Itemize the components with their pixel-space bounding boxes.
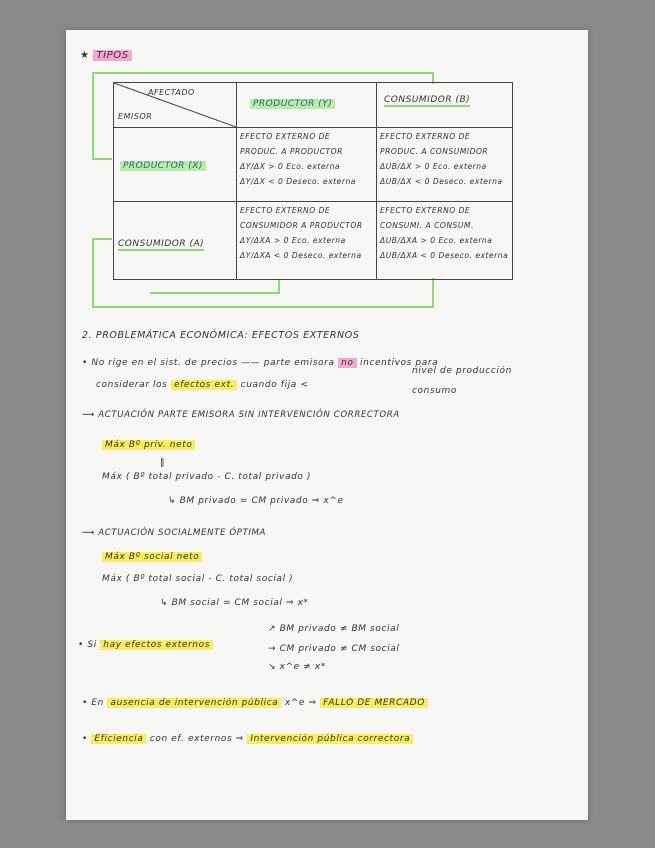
bm-private-line: ↳ BM privado = CM privado ⇒ x^e [168,496,344,506]
bullet-dot-icon: • [78,640,84,650]
arrow-heading-1: ⟿ ACTUACIÓN PARTE EMISORA SIN INTERVENCIÓN CORRECTORA [82,410,400,420]
row-header-producer: PRODUCTOR (X) [120,161,206,171]
bullet-1-line-2: considerar los efectos ext. cuando fija < [96,380,309,390]
squiggle-arrow-icon: ⟿ [82,410,95,420]
result-x: ↘ x^e ≠ x* [268,662,326,672]
down-right-arrow-icon: ↳ [160,598,169,608]
option-consumption: consumo [412,386,458,396]
option-production: nivel de producción [412,366,512,376]
star-icon: ★ [80,50,90,61]
max-private-net: Máx Bº priv. neto [102,440,195,450]
externalities-table [113,82,513,280]
row-header-consumer: CONSUMIDOR (A) [118,239,205,249]
col-header-consumer: CONSUMIDOR (B) [384,95,471,105]
cell-prod-prod: EFECTO EXTERNO DE PRODUC. A PRODUCTOR ΔY/ΔX > 0 Eco. externa ΔY/ΔX < 0 Deseco. externa [240,132,356,186]
bullet-4: • Eficiencia con ef. externos ⇒ Intervención pública correctora [82,734,413,744]
result-bm: ↗ BM privado ≠ BM social [268,624,400,634]
corner-emitter: EMISOR [118,112,153,121]
connector-top [92,72,432,74]
cell-cons-cons: EFECTO EXTERNO DE CONSUMI. A CONSUM. ΔUB/ΔXA > 0 Eco. externa ΔUB/ΔXA < 0 Deseco. externa [380,206,509,260]
title-row [80,50,132,61]
arrow-heading-2: ⟿ ACTUACIÓN SOCIALMENTE ÓPTIMA [82,528,266,538]
title: TIPOS [93,50,131,61]
connector-left-bottom [92,238,94,308]
bullet-dot-icon: • [82,358,88,368]
branch-icon: < [300,380,309,390]
corner-affected: AFECTADO [148,88,195,97]
cell-cons-prod: EFECTO EXTERNO DE CONSUMIDOR A PRODUCTOR ΔY/ΔXA > 0 Eco. externa ΔY/ΔXA < 0 Deseco. externa [240,206,363,260]
bullet-dot-icon: • [82,698,88,708]
bullet-2: • Si hay efectos externos [78,640,213,650]
connector-mid-horizontal [150,292,280,294]
down-right-arrow-icon: ↳ [168,496,177,506]
bm-social-line: ↳ BM social = CM social ⇒ x* [160,598,309,608]
max-private-expr: Máx ( Bº total privado - C. total privado ) [102,472,312,482]
bullet-dot-icon: • [82,734,88,744]
squiggle-arrow-icon: ⟿ [82,528,95,538]
cell-prod-cons: EFECTO EXTERNO DE PRODUC. A CONSUMIDOR ΔUB/ΔX > 0 Eco. externa ΔUB/ΔX < 0 Deseco. externa [380,132,503,186]
connector-left-bottom-start [92,238,112,240]
connector-left-top [92,72,94,160]
result-cm: → CM privado ≠ CM social [268,644,400,654]
connector-left-top-end [92,158,112,160]
equivalence-mark-1: ‖ [160,458,166,468]
connector-right-bottom [432,278,434,308]
bullet-1-line-1: • No rige en el sist. de precios —— parte emisora no incentivos para [82,358,439,368]
col-header-producer: PRODUCTOR (Y) [250,99,335,109]
connector-bottom [92,306,432,308]
section-heading: 2. PROBLEMÁTICA ECONÓMICA: EFECTOS EXTERNOS [82,330,360,341]
max-social-net: Máx Bº social neto [102,552,202,562]
bullet-3: • En ausencia de intervención pública x^e ⇒ FALLO DE MERCADO [82,698,428,708]
max-social-expr: Máx ( Bº total social - C. total social ) [102,574,294,584]
